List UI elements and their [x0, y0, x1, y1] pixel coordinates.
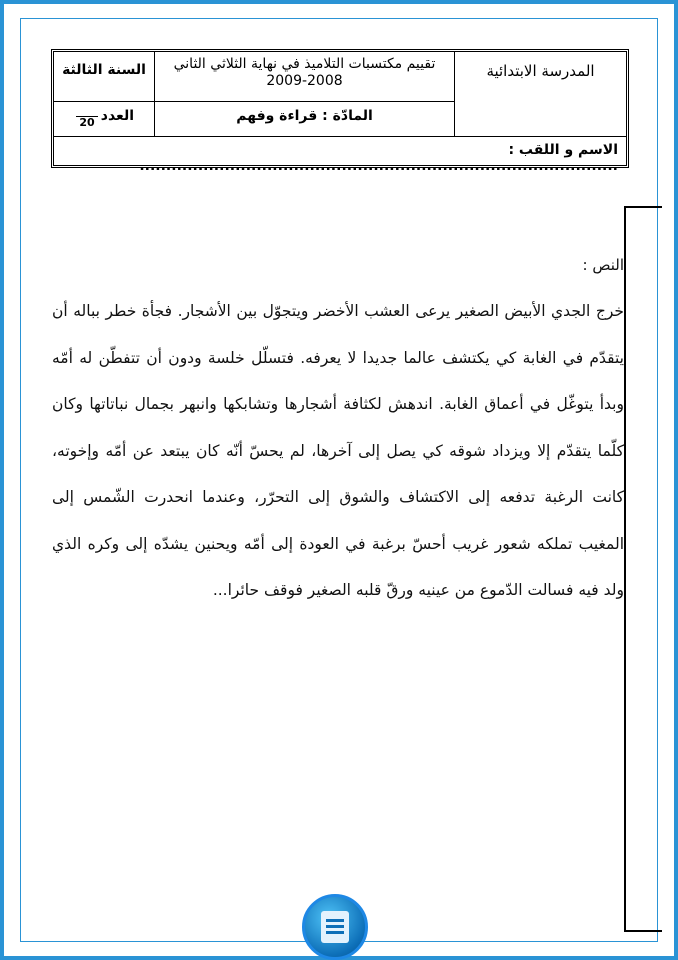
grade-cell: [54, 52, 154, 102]
student-name-cell: [54, 136, 626, 174]
school-year: 2009-2008: [266, 73, 343, 89]
evaluation-title: تقييم مكتسبات التلاميذ في نهاية الثلاثي الثاني: [173, 56, 436, 72]
score-fraction: [76, 106, 98, 129]
subject-label: المادّة : قراءة وفهم: [236, 108, 373, 124]
evaluation-title-cell: [154, 52, 454, 102]
score-cell: [54, 102, 154, 136]
watermark-logo-icon: [302, 894, 368, 960]
score-total: 20: [79, 116, 95, 129]
score-label: العدد: [100, 108, 134, 124]
student-name-label: الاسم و اللقب : ..........................................................................................: [139, 142, 618, 174]
school-name: المدرسة الابتدائية: [486, 62, 595, 80]
reading-text: [52, 256, 624, 614]
subject-cell: [154, 102, 454, 136]
grade-label: السنة الثالثة: [62, 62, 146, 78]
text-heading: النص :: [582, 256, 624, 274]
text-paragraph: خرج الجدي الأبيض الصغير يرعى العشب الأخضر ويتجوّل بين الأشجار. فجأة خطر بباله أن يتقدّم في الغابة كي يكتشف عالما جديدا لا يعرفه. فتسلّل خلسة ودون أن تتفطّن له أمّه وبدأ يتوغّل في أعماق الغابة. اندهش لكثافة أشجارها وتشابكها وانبهر بجمال نباتاتها وكان كلّما يتقدّم إلا ويزداد شوقه كي يصل إلى آخرها، لم يحسّ أنّه كان يبتعد عن أمّه وإخوته، كانت الرغبة تدفعه إلى الاكتشاف والشوق إلى التحرّر، وعندما انحدرت الشّمس إلى المغيب تملكه شعور غريب أحسّ برغبة في العودة إلى أمّه ويحنين يشدّه إلى وكره الذي ولد فيه فسالت الدّموع من عينيه ورقّ قلبه الصغير فوقف حائرا...: [52, 302, 624, 599]
exam-header-table: [51, 49, 629, 174]
school-name-cell: [454, 52, 626, 136]
margin-box: [624, 206, 662, 932]
